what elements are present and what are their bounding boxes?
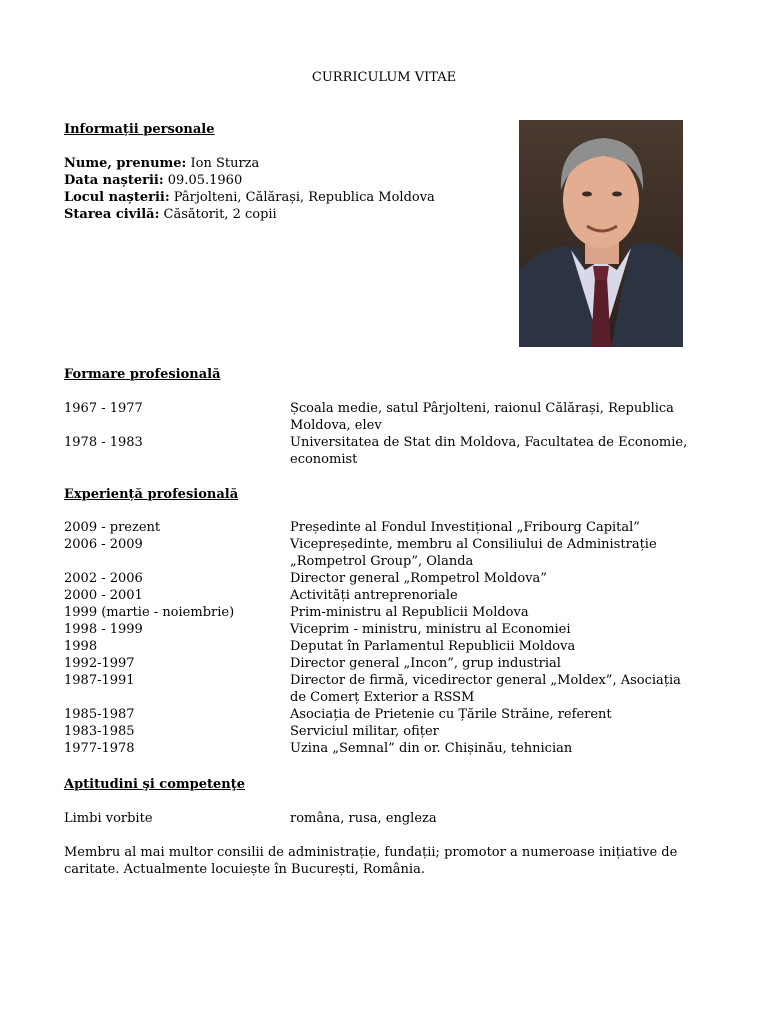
birth-date-label: Data nașterii: bbox=[64, 173, 164, 188]
experience-desc: Asociația de Prietenie cu Țările Străine, referent bbox=[290, 707, 612, 722]
languages-line bbox=[64, 810, 704, 827]
education-desc: Universitatea de Stat din Moldova, Facultatea de Economie, economist bbox=[290, 435, 688, 467]
experience-period: 1998 bbox=[64, 639, 98, 654]
birth-date-line bbox=[64, 172, 435, 189]
education-row bbox=[64, 400, 704, 434]
experience-row bbox=[64, 740, 704, 757]
experience-period: 1983-1985 bbox=[64, 724, 135, 739]
experience-row bbox=[64, 638, 704, 655]
experience-desc: Vicepreședinte, membru al Consiliului de Administrație „Rompetrol Group”, Olanda bbox=[290, 537, 657, 569]
experience-heading: Experiență profesională bbox=[64, 487, 239, 502]
birth-place-value: Pârjolteni, Călărași, Republica Moldova bbox=[169, 190, 435, 205]
personal-info bbox=[64, 155, 435, 223]
education-heading: Formare profesională bbox=[64, 367, 221, 382]
experience-row bbox=[64, 672, 704, 706]
experience-period: 1992-1997 bbox=[64, 656, 135, 671]
experience-desc: Activități antreprenoriale bbox=[290, 588, 458, 603]
education-list bbox=[64, 400, 704, 468]
name-value: Ion Sturza bbox=[186, 156, 260, 171]
experience-desc: Director general „Incon”, grup industrial bbox=[290, 656, 561, 671]
experience-period: 1977-1978 bbox=[64, 741, 135, 756]
experience-row bbox=[64, 519, 704, 536]
education-desc: Școala medie, satul Pârjolteni, raionul Călărași, Republica Moldova, elev bbox=[290, 401, 674, 433]
experience-row bbox=[64, 587, 704, 604]
education-row bbox=[64, 434, 704, 468]
birth-place-line bbox=[64, 189, 435, 206]
experience-row bbox=[64, 706, 704, 723]
experience-desc: Director de firmă, vicedirector general „Moldex”, Asociația de Comerț Exterior a RSSM bbox=[290, 673, 681, 705]
experience-period: 2000 - 2001 bbox=[64, 588, 143, 603]
experience-period: 1985-1987 bbox=[64, 707, 135, 722]
experience-desc: Uzina „Semnal” din or. Chișinău, tehnician bbox=[290, 741, 573, 756]
experience-desc: Viceprim - ministru, ministru al Economiei bbox=[290, 622, 571, 637]
name-label: Nume, prenume: bbox=[64, 156, 187, 171]
experience-row bbox=[64, 536, 704, 570]
document-title: CURRICULUM VITAE bbox=[311, 70, 457, 85]
experience-row bbox=[64, 604, 704, 621]
languages-row bbox=[64, 810, 704, 827]
experience-desc: Prim-ministru al Republicii Moldova bbox=[290, 605, 529, 620]
experience-desc: Președinte al Fondul Investițional „Fribourg Capital” bbox=[290, 520, 640, 535]
civil-status-value: Căsătorit, 2 copii bbox=[159, 207, 277, 222]
education-period: 1967 - 1977 bbox=[64, 401, 143, 416]
portrait-photo bbox=[519, 120, 683, 347]
experience-row bbox=[64, 621, 704, 638]
experience-desc: Director general „Rompetrol Moldova” bbox=[290, 571, 547, 586]
experience-period: 1998 - 1999 bbox=[64, 622, 143, 637]
summary-paragraph: Membru al mai multor consilii de administrație, fundații; promotor a numeroase inițiative de caritate. Actualmente locuiește în București, România. bbox=[64, 845, 678, 877]
experience-period: 2002 - 2006 bbox=[64, 571, 143, 586]
experience-desc: Serviciul militar, ofițer bbox=[290, 724, 439, 739]
personal-info-heading: Informații personale bbox=[64, 122, 215, 137]
languages-label: Limbi vorbite bbox=[64, 811, 153, 826]
experience-desc: Deputat în Parlamentul Republicii Moldova bbox=[290, 639, 576, 654]
education-period: 1978 - 1983 bbox=[64, 435, 143, 450]
skills-heading: Aptitudini şi competenţe bbox=[64, 777, 246, 792]
experience-list bbox=[64, 519, 704, 757]
experience-period: 1987-1991 bbox=[64, 673, 135, 688]
birth-place-label: Locul nașterii: bbox=[64, 190, 170, 205]
civil-status-line bbox=[64, 206, 435, 223]
experience-row bbox=[64, 570, 704, 587]
experience-period: 2009 - prezent bbox=[64, 520, 161, 535]
experience-row bbox=[64, 655, 704, 672]
civil-status-label: Starea civilă: bbox=[64, 207, 160, 222]
birth-date-value: 09.05.1960 bbox=[163, 173, 243, 188]
name-line bbox=[64, 155, 435, 172]
experience-period: 2006 - 2009 bbox=[64, 537, 143, 552]
experience-row bbox=[64, 723, 704, 740]
experience-period: 1999 (martie - noiembrie) bbox=[64, 605, 235, 620]
languages-value: româna, rusa, engleza bbox=[290, 811, 437, 826]
